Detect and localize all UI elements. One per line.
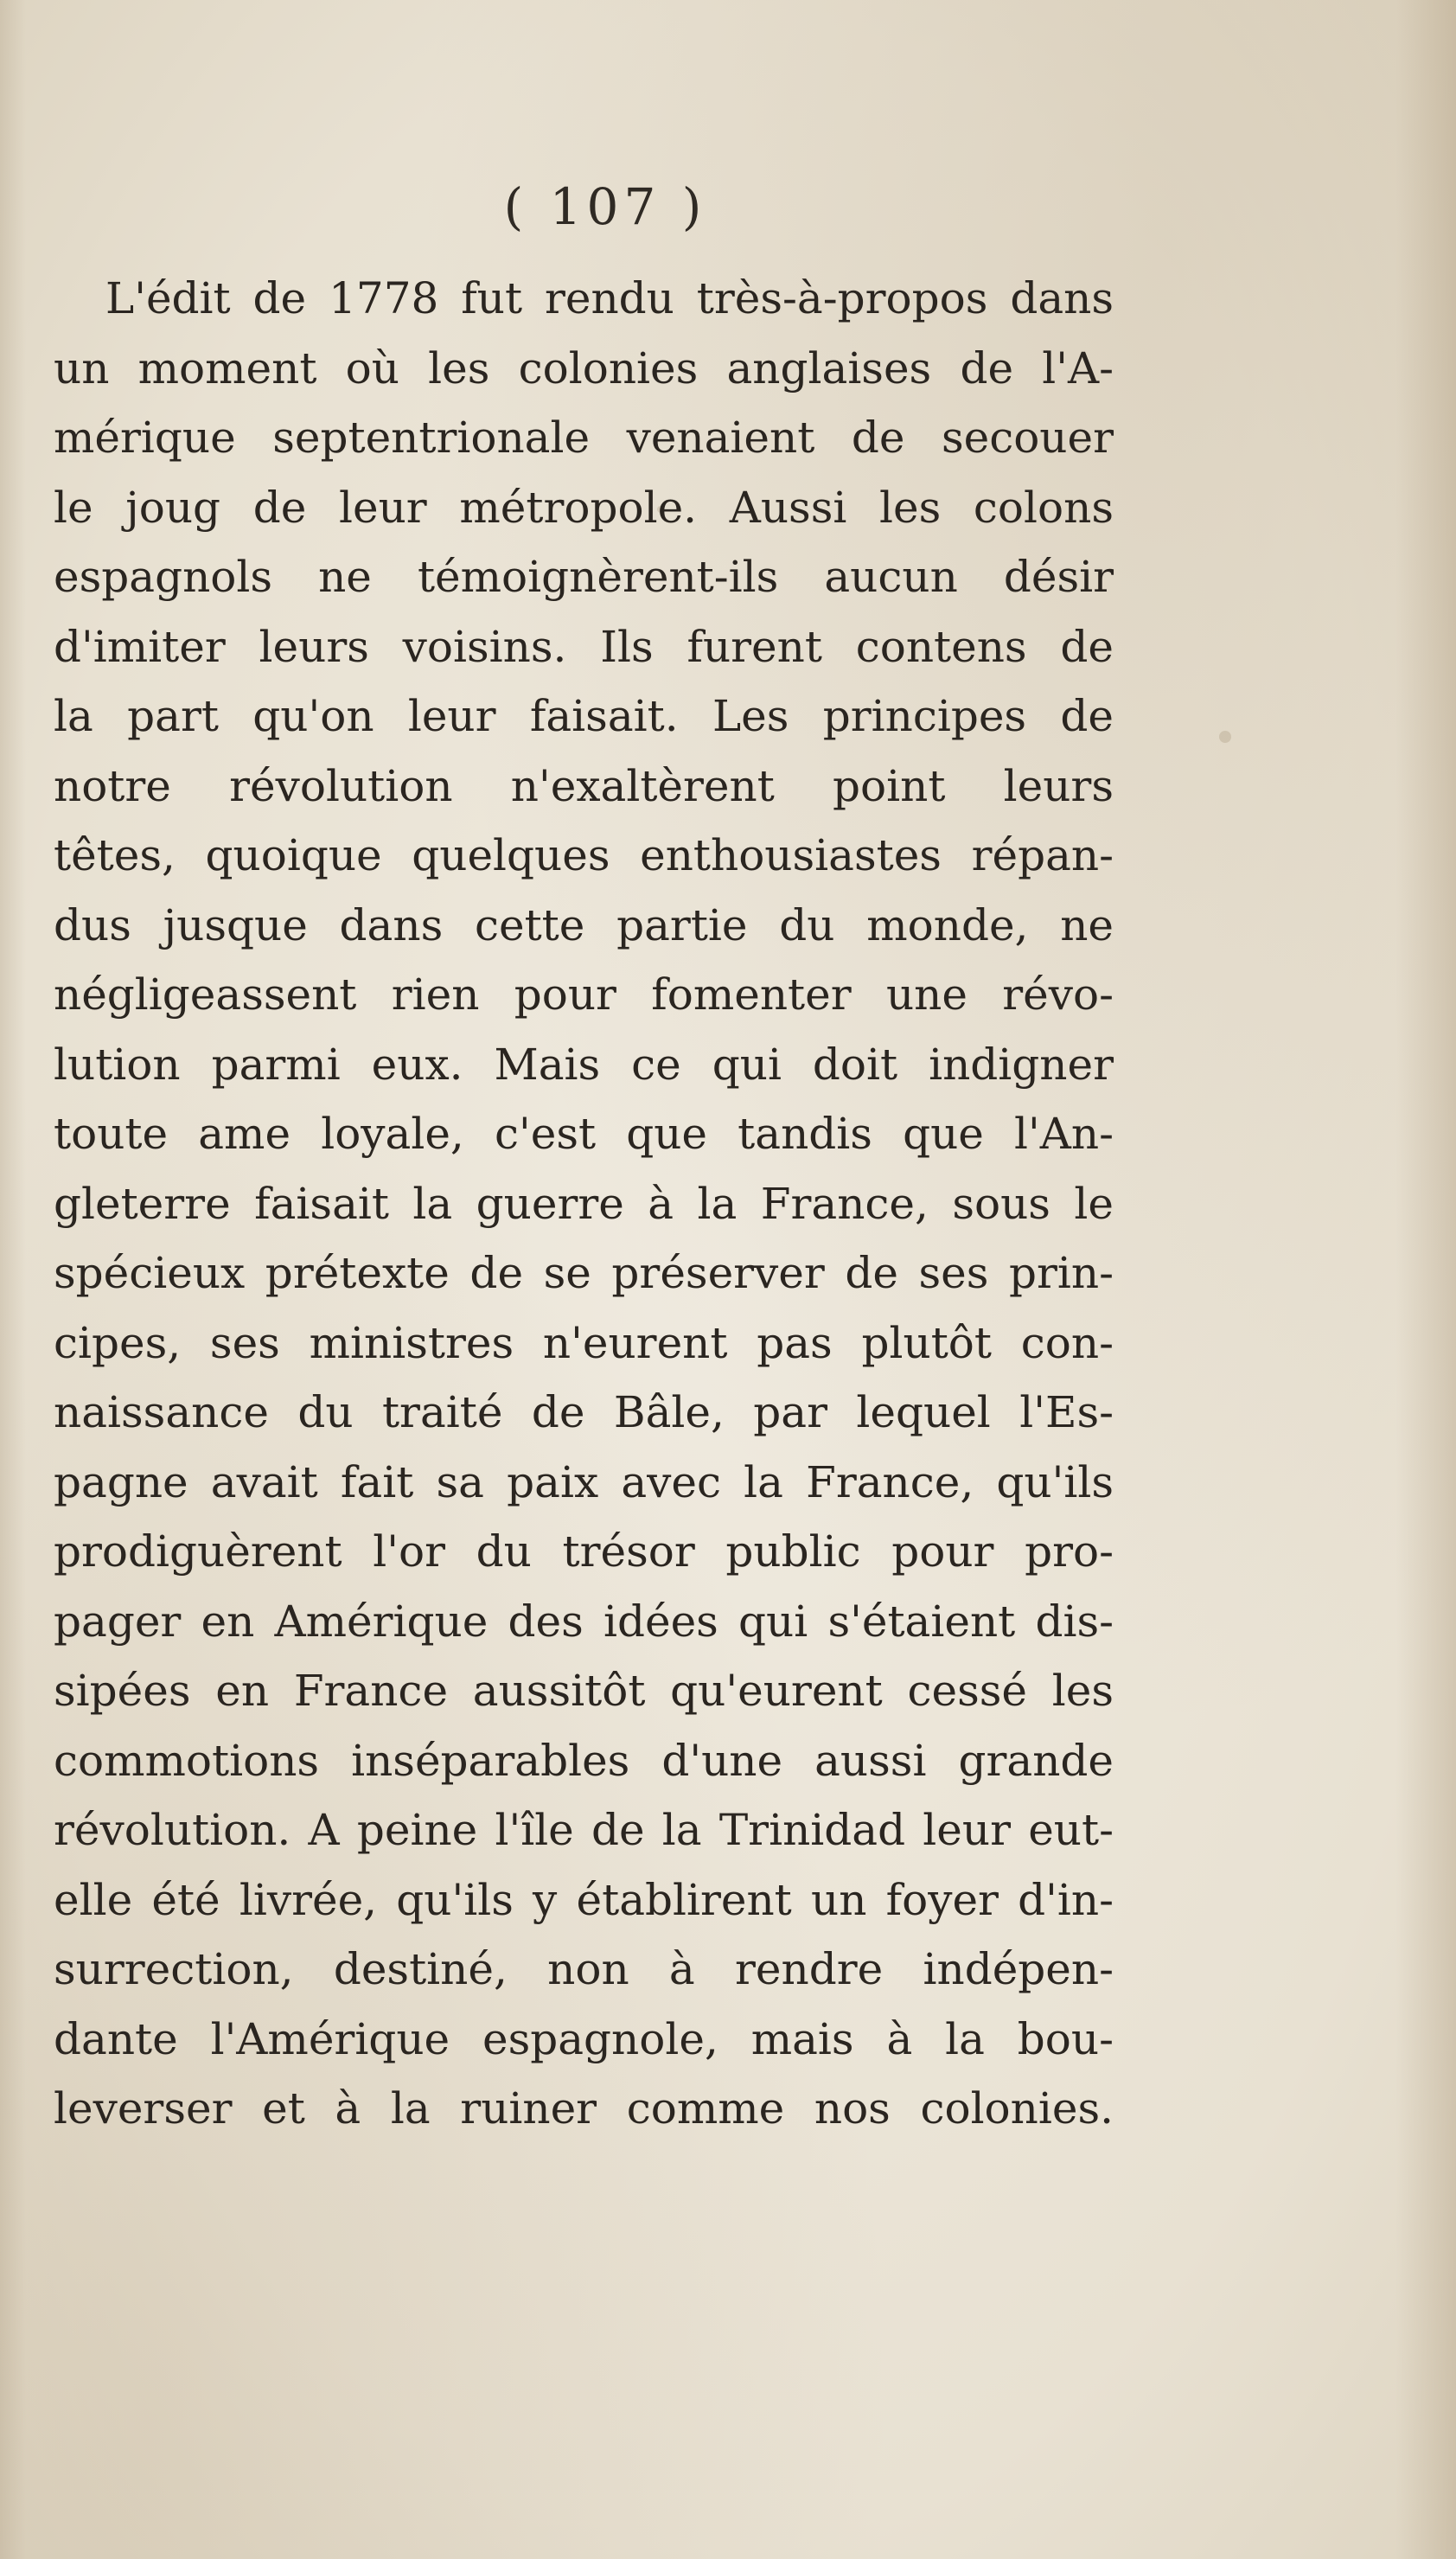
text-line: espagnols ne témoignèrent-ils aucun désir [54,552,1114,602]
text-line: dus jusque dans cette partie du monde, ne [54,899,1114,950]
text-line: spécieux prétexte de se préserver de ses prin- [54,1248,1114,1298]
text-line: pager en Amérique des idées qui s'étaient dis- [54,1596,1114,1647]
text-line: notre révolution n'exaltèrent point leurs [54,760,1114,811]
text-line: le joug de leur métropole. Aussi les colons [54,482,1114,533]
text-line: la part qu'on leur faisait. Les principes de [54,691,1114,741]
text-line: surrection, destiné, non à rendre indépen- [54,1944,1114,1994]
page-edge-shadow [1395,0,1456,2559]
text-line: sipées en France aussitôt qu'eurent cessé les [54,1666,1114,1716]
text-line: naissance du traité de Bâle, par lequel l'Es- [54,1387,1114,1437]
text-line: mérique septentrionale venaient de secouer [54,413,1114,463]
text-line: commotions inséparables d'une aussi grande [54,1735,1114,1786]
text-line: elle été livrée, qu'ils y établirent un foyer d'in- [54,1874,1114,1925]
text-line: dante l'Amérique espagnole, mais à la bou- [54,2013,1114,2064]
text-line: gleterre faisait la guerre à la France, sous le [54,1178,1114,1229]
text-line: négligeassent rien pour fomenter une révo- [54,969,1114,1020]
text-line: pagne avait fait sa paix avec la France, qu'ils [54,1456,1114,1507]
text-line: leverser et à la ruiner comme nos colonies. [54,2083,1114,2134]
body-text [54,264,1114,2144]
text-line: têtes, quoique quelques enthousiastes répan- [54,830,1114,880]
text-line: un moment où les colonies anglaises de l'A- [54,342,1114,393]
text-line: prodiguèrent l'or du trésor public pour pro- [54,1526,1114,1577]
text-line: toute ame loyale, c'est que tandis que l'An- [54,1109,1114,1159]
text-line: d'imiter leurs voisins. Ils furent contens de [54,621,1114,672]
paper-stain [1219,731,1231,743]
text-line: lution parmi eux. Mais ce qui doit indigner [54,1039,1114,1090]
text-line: L'édit de 1778 fut rendu très-à-propos dans [105,273,1114,323]
text-line: révolution. A peine l'île de la Trinidad leur eut- [54,1805,1114,1855]
page-number: ( 107 ) [503,177,707,236]
text-line: cipes, ses ministres n'eurent pas plutôt con- [54,1317,1114,1368]
page-left-edge [0,0,26,2559]
